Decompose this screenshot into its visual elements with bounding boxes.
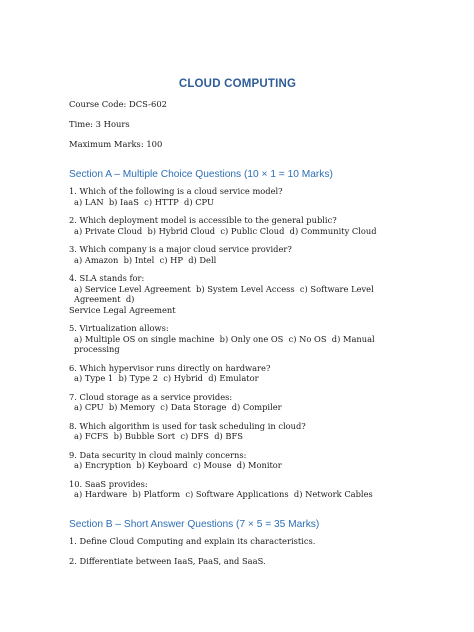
short-question-2: 2. Differentiate between IaaS, PaaS, and SaaS. bbox=[69, 556, 266, 566]
mcq-question-1 bbox=[69, 186, 406, 207]
question-text: 5. Virtualization allows: bbox=[69, 323, 169, 333]
question-text: 4. SLA stands for: bbox=[69, 273, 145, 283]
mcq-question-10 bbox=[69, 479, 406, 500]
question-options: a) Private Cloud b) Hybrid Cloud c) Public Cloud d) Community Cloud bbox=[74, 225, 377, 236]
question-text: 9. Data security in cloud mainly concerns: bbox=[69, 449, 247, 460]
question-text: 6. Which hypervisor runs directly on hardware? bbox=[69, 362, 271, 373]
mcq-question-5 bbox=[69, 323, 406, 355]
maximum-marks: Maximum Marks: 100 bbox=[69, 139, 163, 149]
question-options: a) Type 1 b) Type 2 c) Hybrid d) Emulator bbox=[74, 373, 259, 383]
mcq-question-7 bbox=[69, 392, 406, 413]
question-options: a) Multiple OS on single machine b) Only one OS c) No OS d) Manual processing bbox=[74, 333, 378, 354]
section-b-heading: Section B – Short Answer Questions (7 × 5 = 35 Marks) bbox=[69, 518, 320, 530]
mcq-question-4 bbox=[69, 273, 406, 315]
question-options: a) Hardware b) Platform c) Software Applications d) Network Cables bbox=[74, 489, 373, 499]
question-options: a) Service Level Agreement b) System Level Access c) Software Level Agreement d) bbox=[74, 283, 377, 304]
question-options: a) FCFS b) Bubble Sort c) DFS d) BFS bbox=[74, 431, 243, 441]
question-options-continued: Service Legal Agreement bbox=[69, 304, 176, 315]
mcq-question-6 bbox=[69, 363, 406, 384]
question-text: 3. Which company is a major cloud service provider? bbox=[69, 244, 292, 254]
question-text: 7. Cloud storage as a service provides: bbox=[69, 391, 233, 402]
question-options: a) LAN b) IaaS c) HTTP d) CPU bbox=[74, 196, 214, 207]
mcq-question-9 bbox=[69, 450, 406, 471]
question-options: a) Amazon b) Intel c) HP d) Dell bbox=[74, 254, 217, 265]
short-question-1: 1. Define Cloud Computing and explain its characteristics. bbox=[69, 535, 316, 546]
question-options: a) Encryption b) Keyboard c) Mouse d) Monitor bbox=[74, 460, 282, 470]
section-a-heading: Section A – Multiple Choice Questions (10 × 1 = 10 Marks) bbox=[69, 169, 333, 180]
question-text: 2. Which deployment model is accessible to the general public? bbox=[69, 215, 337, 225]
question-text: 8. Which algorithm is used for task scheduling in cloud? bbox=[69, 420, 306, 431]
document-title: CLOUD COMPUTING bbox=[178, 78, 297, 90]
mcq-question-8 bbox=[69, 421, 406, 442]
exam-time: Time: 3 Hours bbox=[69, 119, 130, 129]
course-code: Course Code: DCS-602 bbox=[69, 99, 167, 109]
question-text: 1. Which of the following is a cloud service model? bbox=[69, 186, 283, 196]
mcq-question-3 bbox=[69, 244, 406, 265]
question-options: a) CPU b) Memory c) Data Storage d) Compiler bbox=[74, 402, 282, 412]
question-text: 10. SaaS provides: bbox=[69, 478, 148, 489]
mcq-question-2 bbox=[69, 215, 406, 236]
